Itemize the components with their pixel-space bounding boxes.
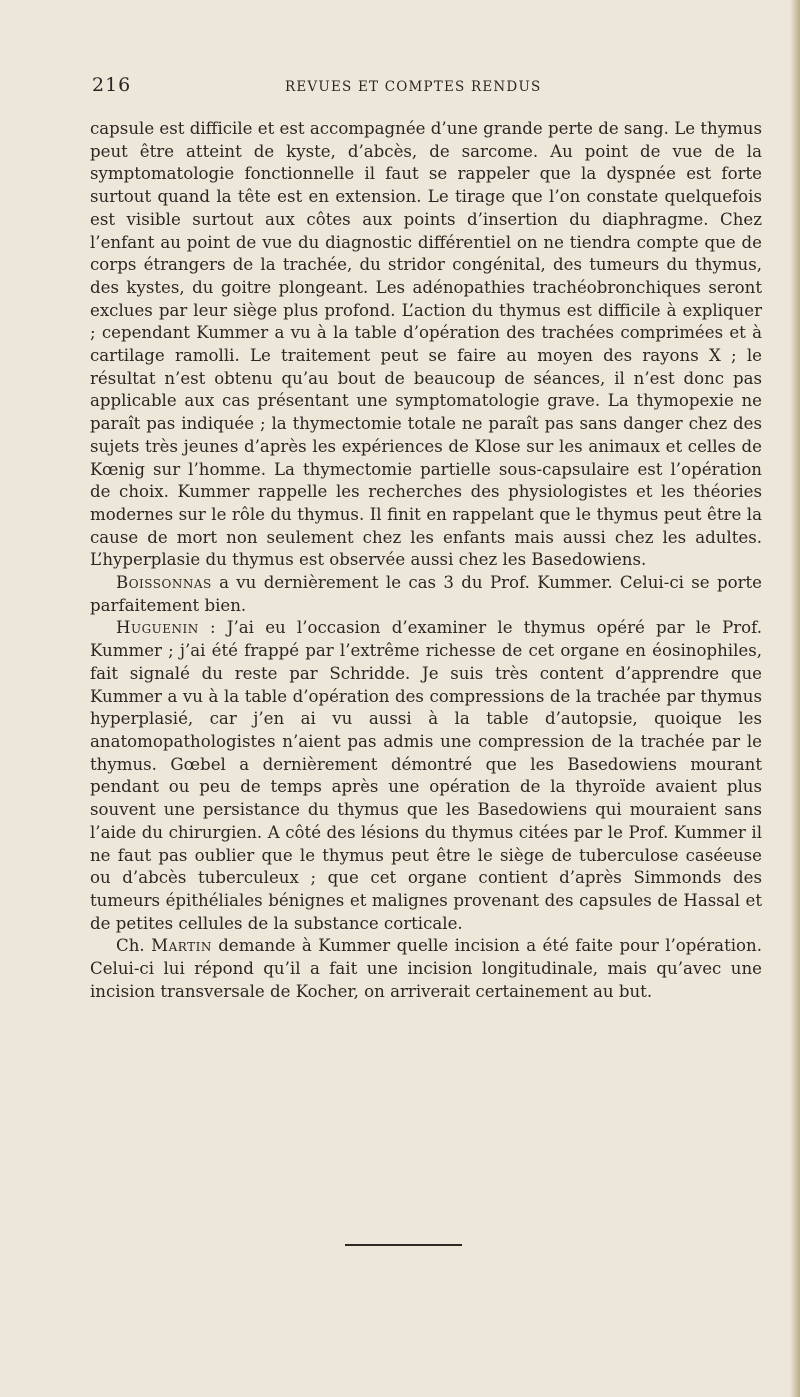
paragraph-kummer-summary: capsule est difficile et est accompagnée d’une grande perte de sang. Le thymus peut être atteint de kyste, d’abcès, de sarcome. Au point de vue de la symptomatologie fonctionnelle il faut se rappeler que la dyspnée est forte surtout quand la tête est en extension. Le tirage que l’on constate quelquefois est visible surtout aux côtes aux points d’insertion du diaphragme. Chez l’enfant au point de vue du diagnostic différentiel on ne tiendra compte que de corps étrangers de la trachée, du stridor congénital, des tumeurs du thymus, des kystes, du goitre plongeant. Les adénopathies trachéobronchiques seront exclues par leur siège plus profond. L’action du thymus est difficile à expliquer ; cependant Kummer a vu à la table d’opération des trachées comprimées et à cartilage ramolli. Le traitement peut se faire au moyen des rayons X ; le résultat n’est obtenu qu’au bout de beaucoup de séances, il n’est donc pas applicable aux cas présentant une symptomatologie grave. La thymopexie ne paraît pas indiquée ; la thymectomie totale ne paraît pas sans danger chez des sujets très jeunes d’après les expériences de Klose sur les animaux et celles de Kœnig sur l’homme. La thymectomie partielle sous-capsulaire est l’opération de choix. Kummer rappelle les recherches des physiologistes et les théories modernes sur le rôle du thymus. Il finit en rappelant que le thymus peut être la cause de mort non seulement chez les enfants mais aussi chez les adultes. L’hyperplasie du thymus est observée aussi chez les Basedowiens. (90, 119, 762, 570)
paragraph-text: a vu dernièrement le cas 3 du Prof. Kummer. Celui-ci se porte parfaitement bien. (90, 573, 762, 615)
speaker-name: Martin (151, 936, 212, 956)
speaker-name: Boissonnas (116, 573, 212, 593)
paragraph-text: : J’ai eu l’occasion d’examiner le thymus opéré par le Prof. Kummer ; j’ai été frappé par l’extrême richesse de cet organe en éosinophiles, fait signalé du reste par Schridde. Je suis très content d’apprendre que Kummer a vu à la table d’opération des compressions de la trachée par thymus hyperplasié, car j’en ai vu aussi à la table d’autopsie, quoique les anatomopathologistes n’aient pas admis une compression de la trachée par le thymus. Gœbel a dernièrement démontré que les Basedowiens mourant pendant ou peu de temps après une opération de la thyroïde avaient plus souvent une persistance du thymus que les Basedowiens qui mouraient sans l’aide du chirurgien. A côté des lésions du thymus citées par le Prof. Kummer il ne faut pas oublier que le thymus peut être le siège de tuberculose caséeuse ou d’abcès tuberculeux ; que cet organe contient d’après Simmonds des tumeurs épithéliales bénignes et malignes provenant des capsules de Hassal et de petites cellules de la substance corticale. (90, 618, 762, 933)
paragraph-text: demande à Kummer quelle incision a été faite pour l’opération. Celui-ci lui répond qu’il a fait une incision longitudinale, mais qu’avec une incision transversale de Kocher, on arriverait certainement au but. (90, 936, 762, 1001)
section-end-rule (345, 1244, 462, 1246)
speaker-prefix: Ch. (116, 936, 152, 956)
page-number: 216 (92, 74, 132, 96)
speaker-name: Huguenin (116, 618, 199, 638)
paragraph-huguenin (90, 617, 762, 935)
paragraph-boissonnas (90, 572, 762, 617)
body-text (90, 118, 762, 1003)
page-edge (790, 0, 800, 1397)
paragraph-martin (90, 935, 762, 1003)
running-head: REVUES ET COMPTES RENDUS (285, 79, 542, 95)
